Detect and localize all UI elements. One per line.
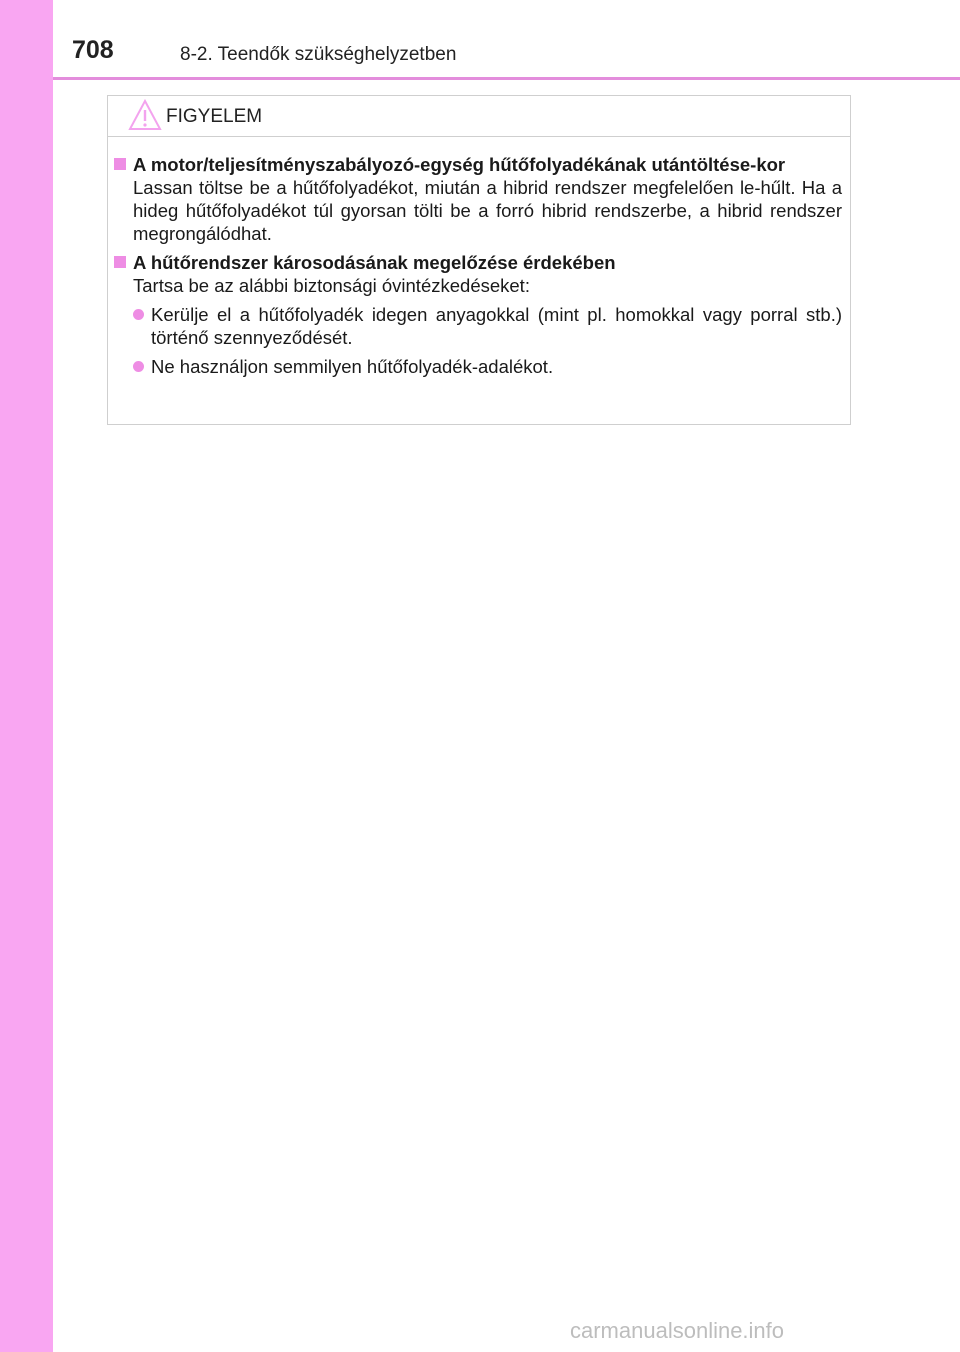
section-heading (114, 153, 842, 176)
warning-triangle-icon (128, 98, 162, 137)
circle-bullet-icon (133, 309, 144, 320)
list-item-text: Ne használjon semmilyen hűtőfolyadék-adalékot. (151, 356, 554, 377)
side-band (0, 0, 53, 1352)
warning-header (108, 96, 850, 137)
section-text: Lassan töltse be a hűtőfolyadékot, miután a hibrid rendszer megfelelően le-hűlt. Ha a hideg hűtőfolyadékot túl gyorsan tölti be a forró hibrid rendszerbe, a hibrid rendszer megrongálódhat. (133, 177, 842, 244)
warning-section (114, 251, 842, 378)
list-item (114, 355, 842, 378)
warning-section (114, 153, 842, 245)
square-bullet-icon (114, 158, 126, 170)
section-heading-text: A hűtőrendszer károsodásának megelőzése érdekében (133, 252, 616, 273)
section-heading (114, 251, 842, 274)
section-heading-text: A motor/teljesítményszabályozó-egység hűtőfolyadékának utántöltése-kor (133, 154, 786, 175)
circle-bullet-icon (133, 361, 144, 372)
warning-title: FIGYELEM (166, 106, 263, 127)
section-text: Tartsa be az alábbi biztonsági óvintézkedéseket: (133, 275, 530, 296)
square-bullet-icon (114, 256, 126, 268)
warning-box (107, 95, 851, 425)
page-number: 708 (72, 36, 114, 64)
warning-body (108, 137, 850, 378)
header-rule (53, 77, 960, 80)
list-item-text: Kerülje el a hűtőfolyadék idegen anyagokkal (mint pl. homokkal vagy porral stb.) történő szennyeződését. (151, 304, 842, 348)
section-title: 8-2. Teendők szükséghelyzetben (180, 44, 457, 65)
list-item (114, 303, 842, 349)
footer-watermark: carmanualsonline.info (570, 1318, 785, 1343)
